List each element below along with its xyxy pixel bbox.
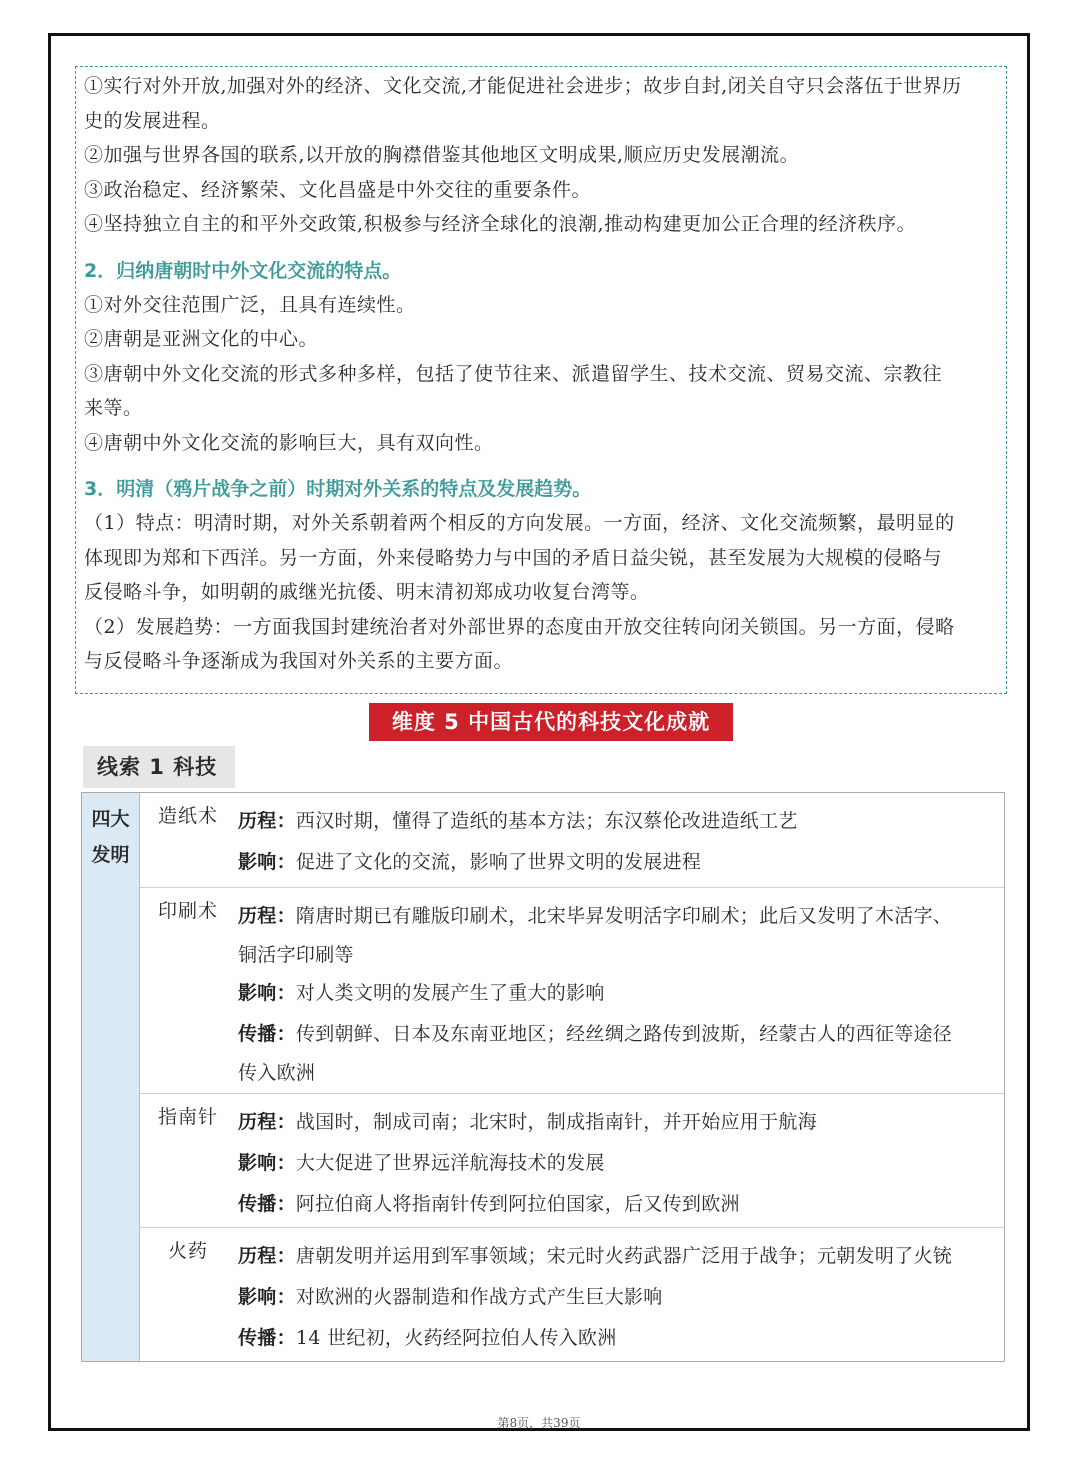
row-text: 战国时，制成司南；北宋时，制成指南针，并开始应用于航海 — [295, 1111, 818, 1133]
section-3-line: （2）发展趋势：一方面我国封建统治者对外部世界的态度由开放交往转向闭关锁国。另一方面，侵略 — [84, 615, 955, 638]
invention-gunpowder — [140, 1227, 1004, 1361]
row-label: 影响： — [238, 1286, 296, 1308]
row-label: 传播： — [238, 1327, 296, 1349]
row-text: 14 世纪初，火药经阿拉伯人传入欧洲 — [295, 1327, 617, 1349]
row-text: 传到朝鲜、日本及东南亚地区；经丝绸之路传到波斯，经蒙古人的西征等途径 — [295, 1023, 953, 1045]
invention-printing — [140, 887, 1004, 1093]
section-3-line: 反侵略斗争，如明朝的戚继光抗倭、明末清初郑成功收复台湾等。 — [84, 581, 650, 603]
invention-paper — [140, 793, 1004, 887]
invention-name: 印刷术 — [157, 900, 218, 922]
row-label: 传播： — [238, 1023, 296, 1045]
invention-name: 造纸术 — [157, 805, 218, 827]
table-row — [238, 801, 998, 842]
row-text: 大大促进了世界远洋航海技术的发展 — [295, 1152, 605, 1174]
section-2-line: ④唐朝中外文化交流的影响巨大，具有双向性。 — [84, 431, 494, 454]
section-2-line: ②唐朝是亚洲文化的中心。 — [84, 328, 319, 350]
table-row — [238, 1318, 998, 1359]
intro-line: ①实行对外开放,加强对外的经济、文化交流,才能促进社会进步；故步自封,闭关自守只会落伍于世界历 — [84, 75, 962, 97]
document-page — [48, 33, 1030, 1431]
row-text: 阿拉伯商人将指南针传到阿拉伯国家，后又传到欧洲 — [295, 1193, 740, 1215]
clue-heading: 线索 1 科技 — [83, 746, 235, 788]
invention-name: 指南针 — [157, 1106, 218, 1128]
section-2-heading: 2．归纳唐朝时中外文化交流的特点。 — [84, 259, 402, 282]
category-label: 四大 — [91, 808, 130, 830]
row-label: 影响： — [238, 1152, 296, 1174]
table-row — [238, 1055, 998, 1091]
category-label: 发明 — [91, 844, 130, 866]
section-2-line: 来等。 — [84, 397, 143, 419]
table-row — [238, 896, 998, 937]
section-3-line: 体现即为郑和下西洋。另一方面，外来侵略势力与中国的矛盾日益尖锐，甚至发展为大规模的侵略与 — [84, 546, 943, 569]
row-label: 影响： — [238, 851, 296, 873]
section-2-line: ①对外交往范围广泛，且具有连续性。 — [84, 293, 416, 316]
dimension-banner: 维度 5 中国古代的科技文化成就 — [369, 703, 733, 741]
row-label: 历程： — [238, 905, 296, 927]
row-label: 影响： — [238, 982, 296, 1004]
row-label: 历程： — [238, 1245, 296, 1267]
table-row — [238, 937, 998, 973]
row-text: 对人类文明的发展产生了重大的影响 — [295, 982, 605, 1004]
intro-line: ④坚持独立自主的和平外交政策,积极参与经济全球化的浪潮,推动构建更加公正合理的经济秩序。 — [84, 213, 917, 235]
inventions-table — [81, 792, 1005, 1362]
section-3-line: （1）特点：明清时期，对外关系朝着两个相反的方向发展。一方面，经济、文化交流频繁，最明显的 — [84, 512, 955, 534]
row-text: 促进了文化的交流，影响了世界文明的发展进程 — [295, 851, 702, 873]
intro-line: 史的发展进程。 — [84, 109, 221, 132]
table-row — [238, 1143, 998, 1184]
table-row — [238, 1014, 998, 1055]
section-3-line: 与反侵略斗争逐渐成为我国对外关系的主要方面。 — [84, 650, 514, 672]
page-number: 第8页，共39页 — [497, 1416, 581, 1430]
row-text: 唐朝发明并运用到军事领域；宋元时火药武器广泛用于战争；元朝发明了火铳 — [295, 1245, 953, 1267]
table-row — [238, 973, 998, 1014]
summary-box — [75, 66, 1007, 694]
row-text: 隋唐时期已有雕版印刷术，北宋毕昇发明活字印刷术；此后又发明了木活字、 — [295, 905, 953, 927]
table-row — [238, 842, 998, 883]
section-2-line: ③唐朝中外文化交流的形式多种多样，包括了使节往来、派遣留学生、技术交流、贸易交流、宗教往 — [84, 362, 943, 385]
row-label: 传播： — [238, 1193, 296, 1215]
category-cell — [82, 793, 140, 1361]
intro-line: ②加强与世界各国的联系,以开放的胸襟借鉴其他地区文明成果,顺应历史发展潮流。 — [84, 144, 800, 166]
row-text: 铜活字印刷等 — [238, 944, 354, 966]
table-row — [238, 1277, 998, 1318]
row-label: 历程： — [238, 810, 296, 832]
table-row — [238, 1236, 998, 1277]
intro-line: ③政治稳定、经济繁荣、文化昌盛是中外交往的重要条件。 — [84, 178, 592, 201]
table-row — [238, 1184, 998, 1225]
section-3-heading: 3．明清（鸦片战争之前）时期对外关系的特点及发展趋势。 — [84, 478, 592, 500]
invention-name: 火药 — [167, 1240, 208, 1262]
row-text: 西汉时期，懂得了造纸的基本方法；东汉蔡伦改进造纸工艺 — [295, 810, 798, 832]
invention-compass — [140, 1093, 1004, 1227]
row-text: 传入欧洲 — [238, 1062, 316, 1084]
row-text: 对欧洲的火器制造和作战方式产生巨大影响 — [295, 1286, 663, 1308]
row-label: 历程： — [238, 1111, 296, 1133]
table-row — [238, 1102, 998, 1143]
